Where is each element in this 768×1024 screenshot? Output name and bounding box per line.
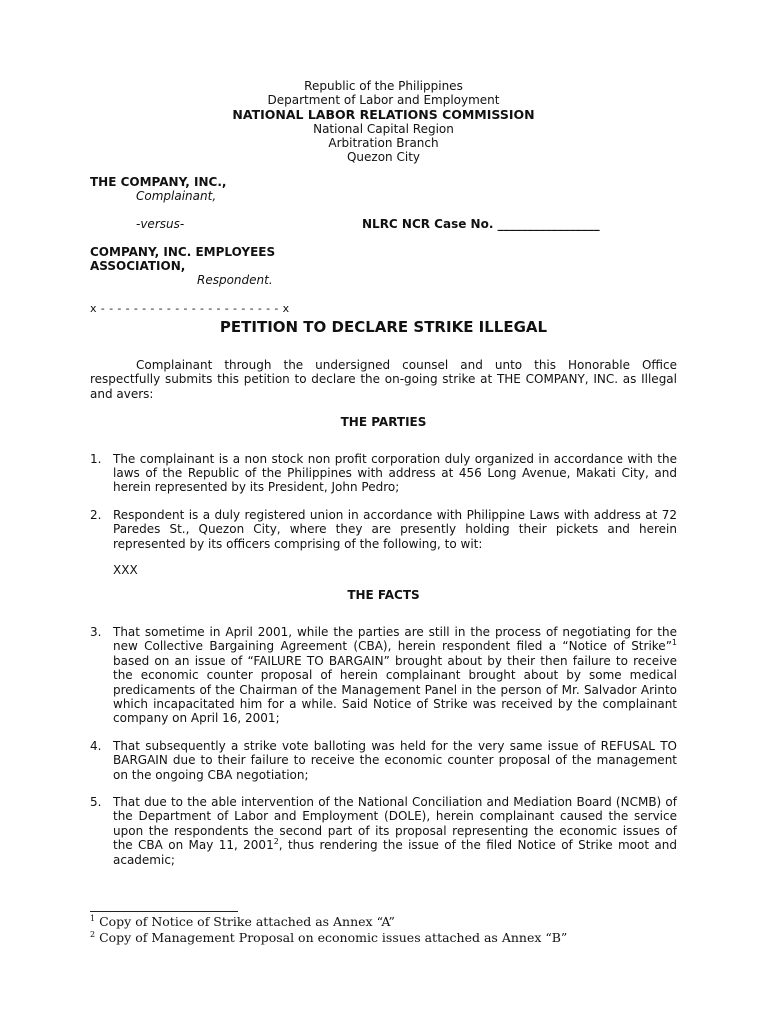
item-number: 1.: [90, 451, 102, 466]
case-caption: [90, 174, 677, 315]
item-number: 4.: [90, 738, 102, 753]
item-text-continued: based on an issue of “FAILURE TO BARGAIN” brought about by their then failure to receive the economic counter proposal of herein complainant brought about by some medical predicaments of the Chairman of the Management Panel in the person of Mr. Salvador Arinto which incapacitated him for a while. Said Notice of Strike was received by the complainant company on April 16, 2001;: [113, 653, 677, 726]
header-republic: Republic of the Philippines: [304, 79, 463, 93]
footnote-2: [90, 930, 567, 945]
footnote-separator: [90, 911, 238, 912]
item-text: Respondent is a duly registered union in accordance with Philippine Laws with address at 72 Paredes St., Quezon City, where they are presently holding their pickets and herein represented by its officers comprising of the following, to wit:: [113, 507, 677, 551]
item-text: That due to the able intervention of the National Conciliation and Mediation Board (NCMB) of the Department of Labor and Employment (DOLE), herein complainant caused the service upon the respondents the second part of its proposal representing the economic issues of the CBA on May 11, 2001: [113, 795, 677, 853]
versus-label: -versus-: [136, 216, 185, 231]
complainant-role: Complainant,: [136, 188, 217, 203]
list-item: [90, 508, 677, 551]
footnote-text: Copy of Notice of Strike attached as Annex “A”: [99, 914, 395, 929]
respondent-role: Respondent.: [197, 272, 273, 287]
footnote-marker: 1: [671, 638, 677, 648]
intro-paragraph: Complainant through the undersigned counsel and unto this Honorable Office respectfully submits this petition to declare the on-going strike at THE COMPANY, INC. as Illegal and avers:: [90, 357, 677, 401]
item-number: 2.: [90, 507, 102, 522]
section-heading-parties: THE PARTIES: [340, 414, 427, 429]
item-number: 3.: [90, 625, 102, 639]
footnote-text: Copy of Management Proposal on economic issues attached as Annex “B”: [99, 930, 568, 945]
footnote-marker: 1: [90, 913, 96, 923]
item-text: That sometime in April 2001, while the parties are still in the process of negotiating for the new Collective Bargaining Agreement (CBA), herein respondent filed a “Notice of Strike”: [113, 625, 677, 654]
case-number: NLRC NCR Case No. _________________: [362, 216, 600, 231]
item-text: The complainant is a non stock non profit corporation duly organized in accordance with the laws of the Republic of the Philippines with address at 456 Long Avenue, Makati City, and herein represented by its President, John Pedro;: [113, 451, 677, 495]
footnote-1: [90, 914, 395, 929]
list-item: [90, 452, 677, 495]
header-commission: NATIONAL LABOR RELATIONS COMMISSION: [232, 106, 535, 122]
respondent-name-line1: COMPANY, INC. EMPLOYEES: [90, 244, 276, 259]
document-header: [90, 0, 677, 165]
list-item: [90, 795, 677, 867]
caption-divider: x - - - - - - - - - - - - - - - - - - - - - - x: [90, 301, 290, 315]
list-item: [90, 625, 677, 726]
item-number: 5.: [90, 795, 102, 810]
officers-placeholder: XXX: [113, 563, 138, 577]
footnote-marker: 2: [273, 837, 279, 847]
item-text: That subsequently a strike vote balloting was held for the very same issue of REFUSAL TO BARGAIN due to their failure to receive the economic counter proposal of the management on the ongoing CBA negotiation;: [113, 738, 677, 782]
header-branch: Arbitration Branch: [328, 136, 439, 151]
list-item: [90, 739, 677, 782]
header-department: Department of Labor and Employment: [267, 93, 500, 108]
complainant-name: THE COMPANY, INC.,: [90, 174, 227, 189]
respondent-name-line2: ASSOCIATION,: [90, 258, 186, 273]
section-heading-facts: THE FACTS: [347, 588, 420, 602]
document-title: PETITION TO DECLARE STRIKE ILLEGAL: [219, 317, 548, 336]
item-text-continued: , thus rendering the issue of the filed Notice of Strike moot and academic;: [113, 838, 677, 867]
footnote-marker: 2: [90, 929, 96, 939]
header-region: National Capital Region: [313, 121, 454, 136]
header-city: Quezon City: [346, 150, 420, 165]
